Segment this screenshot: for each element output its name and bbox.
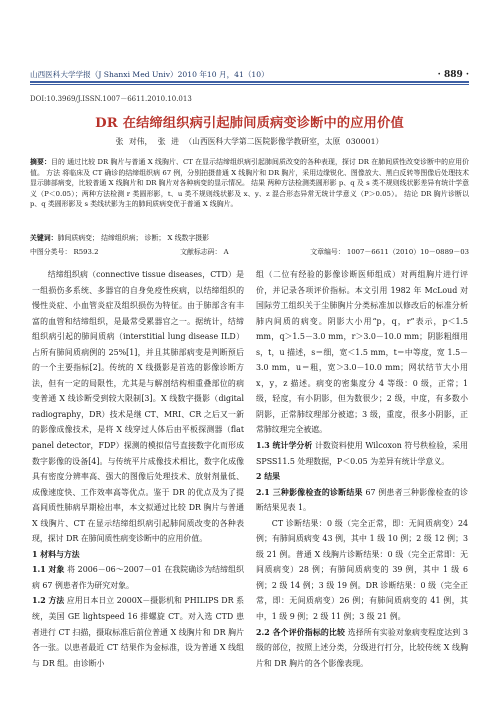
header-rule-thick	[30, 81, 469, 83]
header-rule-thin	[30, 84, 469, 85]
author-affiliation: 张 对伟， 张 进 （山西医科大学第二医院影像学教研室，太原 030001）	[115, 137, 384, 146]
subsection-paragraph	[32, 593, 244, 671]
body-paragraph: 组（二位有经验的影像诊断医师组成）对两组胸片进行评价，并记录各项评价指标。本文引用 1982 年 McLoud 对国际劳工组织关于尘肺胸片分类标准加以修改后的标准分析肺内间质的病变。阴影大小用“p，q，r”表示，p＜1.5 mm，q＞1.5－3.0 mm，r＞3.0－10.0 mm；阴影粗细用 s，t，u 描述，s＝细，宽＜1.5 mm，t＝中等度，宽 1.5－3.0 mm，u＝粗，宽＞3.0－10.0 mm；网状结节大小用 x，y，z 描述。病变的密集度分 4 等级：0 级，正常；1 级，轻度，有小阴影，但为数很少；2 级，中度，有多数小阴影，正常肺纹理部分被遮；3 级，重度，很多小阴影，正常肺纹理完全被遮。	[256, 270, 468, 435]
journal-citation: 山西医科大学学报（J Shanxi Med Univ）2010 年10 月，41（10）	[30, 70, 269, 79]
abstract-text: 目的 通过比较 DR 胸片与普通 X 线胸片、CT 在显示结缔组织病引起肺间质改变的各种表现，探讨 DR 在肺间质性改变诊断中的应用价值。 方法 将临床及 CT 确诊的结缔组织病 67 例，分别拍摄普通 X 线胸片和 DR 胸片，采用边缘锐化、图像放大、黑白反转等图像后处理技术显示肺部病变，比较普通 X 线胸片和 DR 胸片对各种病变的显示情况。 结果 两种方法检测类圆形影 p、q 及 s 类不规则线状影差异有统计学意义（P＜0.05）；两种方法检测 r 类圆形影，t、u 类不规则线状影及 x、y、z 混合形态异常无统计学意义（P＞0.05）。 结论 DR 胸片诊断以 p、q 类圆形影及 s 类线状影为主的肺间质病变优于普通 X 线胸片。	[30, 158, 470, 209]
abstract-label: 摘要：	[30, 158, 51, 166]
subsection-text: 计数资料使用 Wilcoxon 符号秩检验，采用 SPSS11.5 处理数据，P＜0.05 为差异有统计学意义。	[256, 441, 468, 466]
section-heading: 1 材料与方法	[32, 549, 80, 559]
clc-number: 中图分类号： R593.2	[30, 248, 99, 256]
subsection-text: 应用日本日立 2000X－摄影机和 PHILIPS DR 系统，美国 GE lightspeed 16 排螺旋 CT。对入选 CTD 患者进行 CT 扫描，摄取标准后前位普通 X 线胸片和 DR 胸片各一张。以患者最近 CT 结果作为金标准，设为普通 X 线组与 DR 组。由诊断小	[32, 596, 244, 668]
subsection-label: 1.3 统计学分析	[256, 441, 313, 451]
subsection-label: 2.1 三种影像检查的诊断结果	[256, 487, 363, 497]
subsection-paragraph	[256, 485, 468, 516]
doi-line: DOI:10.3969/J.ISSN.1007－6611.2010.10.013	[30, 95, 192, 103]
classification-line	[30, 246, 469, 256]
page-number: · 889 ·	[437, 70, 469, 80]
abstract	[30, 157, 469, 210]
article-title: DR 在结缔组织病引起肺间质病变诊断中的应用价值	[95, 116, 404, 131]
keywords	[30, 232, 469, 242]
subsection-label: 1.1 对象	[32, 565, 65, 575]
article-number: 文章编号： 1007－6611（2010）10－0889－03	[310, 248, 469, 256]
subsection-text: 67 例患者三种影像检查的诊断结果见表 1。	[256, 487, 468, 513]
keywords-text: 肺间质病变； 结缔组织病； 诊断； X 线数字摄影	[57, 234, 210, 242]
body-paragraph: 结缔组织病（connective tissue diseases，CTD）是一组损伤多系统、多器官的自身免疫性疾病，以结缔组织的慢性炎症、小血管炎症及组织损伤为特征。由于肺部含有丰富的血管和结缔组织，是最常受累器官之一。据统计，结缔组织病引起的肺间质病（interstitial lung disease ILD）占所有肺间质病例的 25%[1]，并且其肺部病变是判断预后的一个主要指标[2]。传统的 X 线摄影是首选的影像诊断方法，但有一定的局限性，尤其是与解剖结构相重叠部位的病变普通 X 线诊断受到较大限制[3]。X 线数字摄影（digital radiography，DR）技术是继 CT、MRI、CR 之后又一新的影像成像技术，是将 X 线穿过人体后由平板探测器（flat panel detector，FDP）探测的模拟信号直接数字化而形成数字影像的设备[4]。与传统平片成像技术相比，数字化成像具有密度分辨率高、强大的图像后处理技术、放射剂量低、成像速度快、工作效率高等优点。鉴于 DR 的优点及为了提高间质性肺病早期检出率，本文拟通过比较 DR 胸片与普通 X 线胸片、CT 在显示结缔组织病引起肺间质改变的各种表现，探讨 DR 在肺间质性病变诊断中的应用价值。	[32, 270, 244, 544]
subsection-paragraph	[32, 562, 244, 593]
subsection-paragraph	[256, 625, 468, 672]
body-column-right	[256, 267, 468, 671]
subsection-label: 2.2 各个评价指标的比较	[256, 627, 346, 637]
document-code: 文献标志码： A	[180, 248, 229, 256]
keywords-label: 关键词：	[30, 234, 58, 242]
subsection-text: 选择所有实验对象病变程度达到 3 级的部位，按照上述分类，分级进行打分，比较传统 X 线胸片和 DR 胸片的各个影像表现。	[256, 627, 468, 668]
section-heading: 2 结果	[256, 472, 281, 482]
subsection-paragraph	[256, 438, 468, 469]
body-paragraph: CT 诊断结果：0 级（完全正常，即：无间质病变）24 例；有肺间质病变 43 例，其中 1 级 10 例；2 级 12 例；3 级 21 例。普通 X 线胸片诊断结果：0 级（完全正常即：无间质病变）28 例；有肺间质病变的 39 例，其中 1 级 6 例；2 级 14 例；3 级 19 例。DR 诊断结果：0 级（完全正常，即：无间质病变）26 例；有肺间质病变的 41 例，其中，1 级 9 例；2 级 11 例；3 级 21 例。	[256, 518, 468, 622]
subsection-label: 1.2 方法	[32, 596, 65, 606]
subsection-text: 将 2006－06～2007－01 在我院确诊为结缔组织病 67 例患者作为研究对象。	[32, 565, 244, 590]
running-header	[30, 66, 469, 80]
body-column-left	[32, 267, 244, 671]
